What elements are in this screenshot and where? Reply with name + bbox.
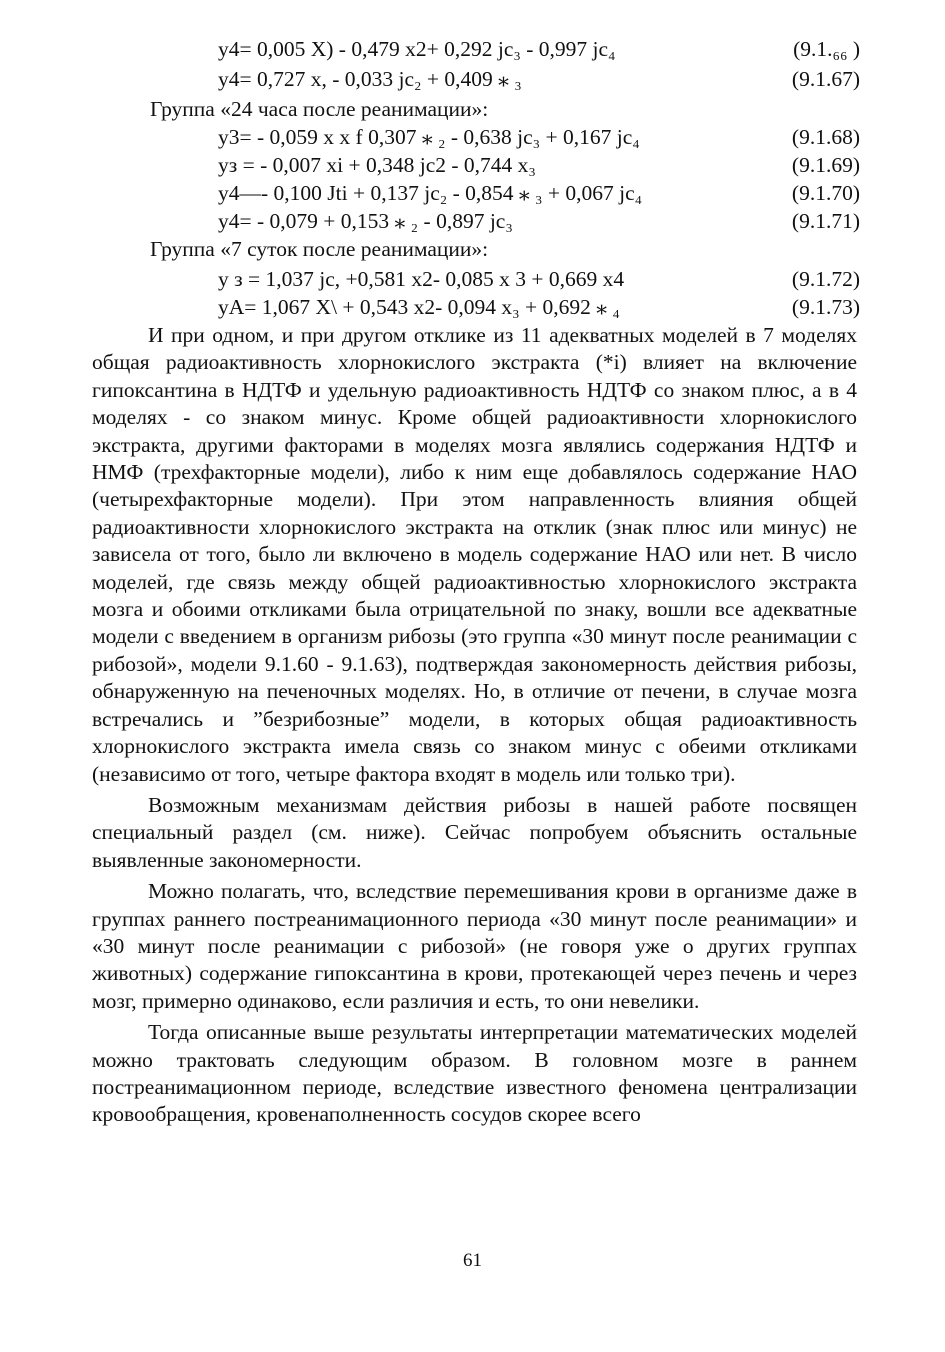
equation-formula: уз = - 0,007 xi + 0,348 jc2 - 0,744 х₃ (218, 153, 536, 177)
body-text (92, 322, 857, 1129)
equation-formula: у з = 1,037 jc, +0,581 х2- 0,085 х 3 + 0,669 х4 (218, 267, 625, 291)
equation-formula: у4= 0,005 Х) - 0,479 х2+ 0,292 jc₃ - 0,997 jc₄ (218, 37, 616, 61)
equation-formula: уA= 1,067 Х\ + 0,543 х2- 0,094 х₃ + 0,692 ⁎ ₄ (218, 295, 620, 319)
equation-number: (9.1.68) (791, 125, 860, 149)
equation-formula: у4= - 0,079 + 0,153 ⁎ ₂ - 0,897 jc₃ (218, 209, 513, 233)
equation-line (218, 292, 860, 322)
paragraph: Возможным механизмам действия рибозы в нашей работе посвящен специальный раздел (см. ниже). Сейчас попробуем объяснить остальные выявленные закономерности. (92, 792, 857, 872)
equation-line (218, 64, 860, 94)
group-heading-7d: Группа «7 суток после реанимации»: (150, 237, 489, 261)
equation-number: (9.1.67) (791, 67, 860, 91)
paragraph: Можно полагать, что, вследствие перемешивания крови в организме даже в группах раннего постреанимационного периода «30 минут после реанимации» и «30 минут после реанимации с рибозой» (не говоря уже о других группах животных) содержание гипоксантина в крови, протекающей через печень и через мозг, примерно одинаково, если различия и есть, то они невелики. (92, 879, 857, 1013)
equation-number: (9.1.70) (791, 181, 860, 205)
paragraph: Тогда описанные выше результаты интерпретации математических моделей можно трактовать следующим образом. В головном мозге в раннем постреанимационном периоде, вследствие известного феномена централизации кровообращения, кровенаполненность сосудов скорее всего (92, 1020, 857, 1127)
group-heading-24h: Группа «24 часа после реанимации»: (150, 97, 489, 121)
equation-line (218, 34, 860, 64)
equation-line (218, 264, 860, 294)
equation-number: (9.1.₆₆ ) (793, 37, 860, 61)
equation-number: (9.1.69) (791, 153, 860, 177)
equation-formula: у4—- 0,100 Jti + 0,137 jc₂ - 0,854 ⁎ ₃ + 0,067 jc₄ (218, 181, 643, 205)
equation-line (218, 178, 860, 208)
equation-number: (9.1.73) (791, 295, 860, 319)
equation-number: (9.1.71) (791, 209, 860, 233)
equation-line (218, 150, 860, 180)
equation-formula: у4= 0,727 х, - 0,033 jc₂ + 0,409 ⁎ ₃ (218, 67, 522, 91)
paragraph: И при одном, и при другом отклике из 11 адекватных моделей в 7 моделях общая радиоактивность хлорнокислого экстракта (*i) влияет на включение гипоксантина в НДТФ и удельную радиоактивность НДТФ со знаком плюс, а в 4 моделях - со знаком минус. Кроме общей радиоактивности хлорнокислого экстракта, другими факторами в моделях мозга являлись содержания НДТФ и НМФ (трехфакторные модели), либо к ним еще добавлялось содержание НАО (четырехфакторные модели). При этом направленность влияния общей радиоактивности хлорнокислого экстракта на отклик (знак плюс или минус) не зависела от того, было ли включено в модель содержание НАО или нет. В число моделей, где связь между общей радиоактивностью хлорнокислого экстракта мозга и обоими откликами была отрицательной по знаку, вошли все адекватные модели с введением в организм рибозы (это группа «30 минут после реанимации с рибозой», модели 9.1.60 - 9.1.63), подтверждая закономерность действия рибозы, обнаруженную на печеночных моделях. Но, в отличие от печени, в случае мозга встречались и ”безрибозные” модели, в которых общая радиоактивность хлорнокислого экстракта имела связь со знаком минус с обеими откликами (независимо от того, четыре фактора входят в модель или только три). (92, 323, 857, 786)
equation-number: (9.1.72) (791, 267, 860, 291)
equation-line (218, 122, 860, 152)
equation-line (218, 206, 860, 236)
page-number: 61 (463, 1250, 482, 1271)
equation-formula: у3= - 0,059 х х f 0,307 ⁎ ₂ - 0,638 jc₃ + 0,167 jc₄ (218, 125, 640, 149)
